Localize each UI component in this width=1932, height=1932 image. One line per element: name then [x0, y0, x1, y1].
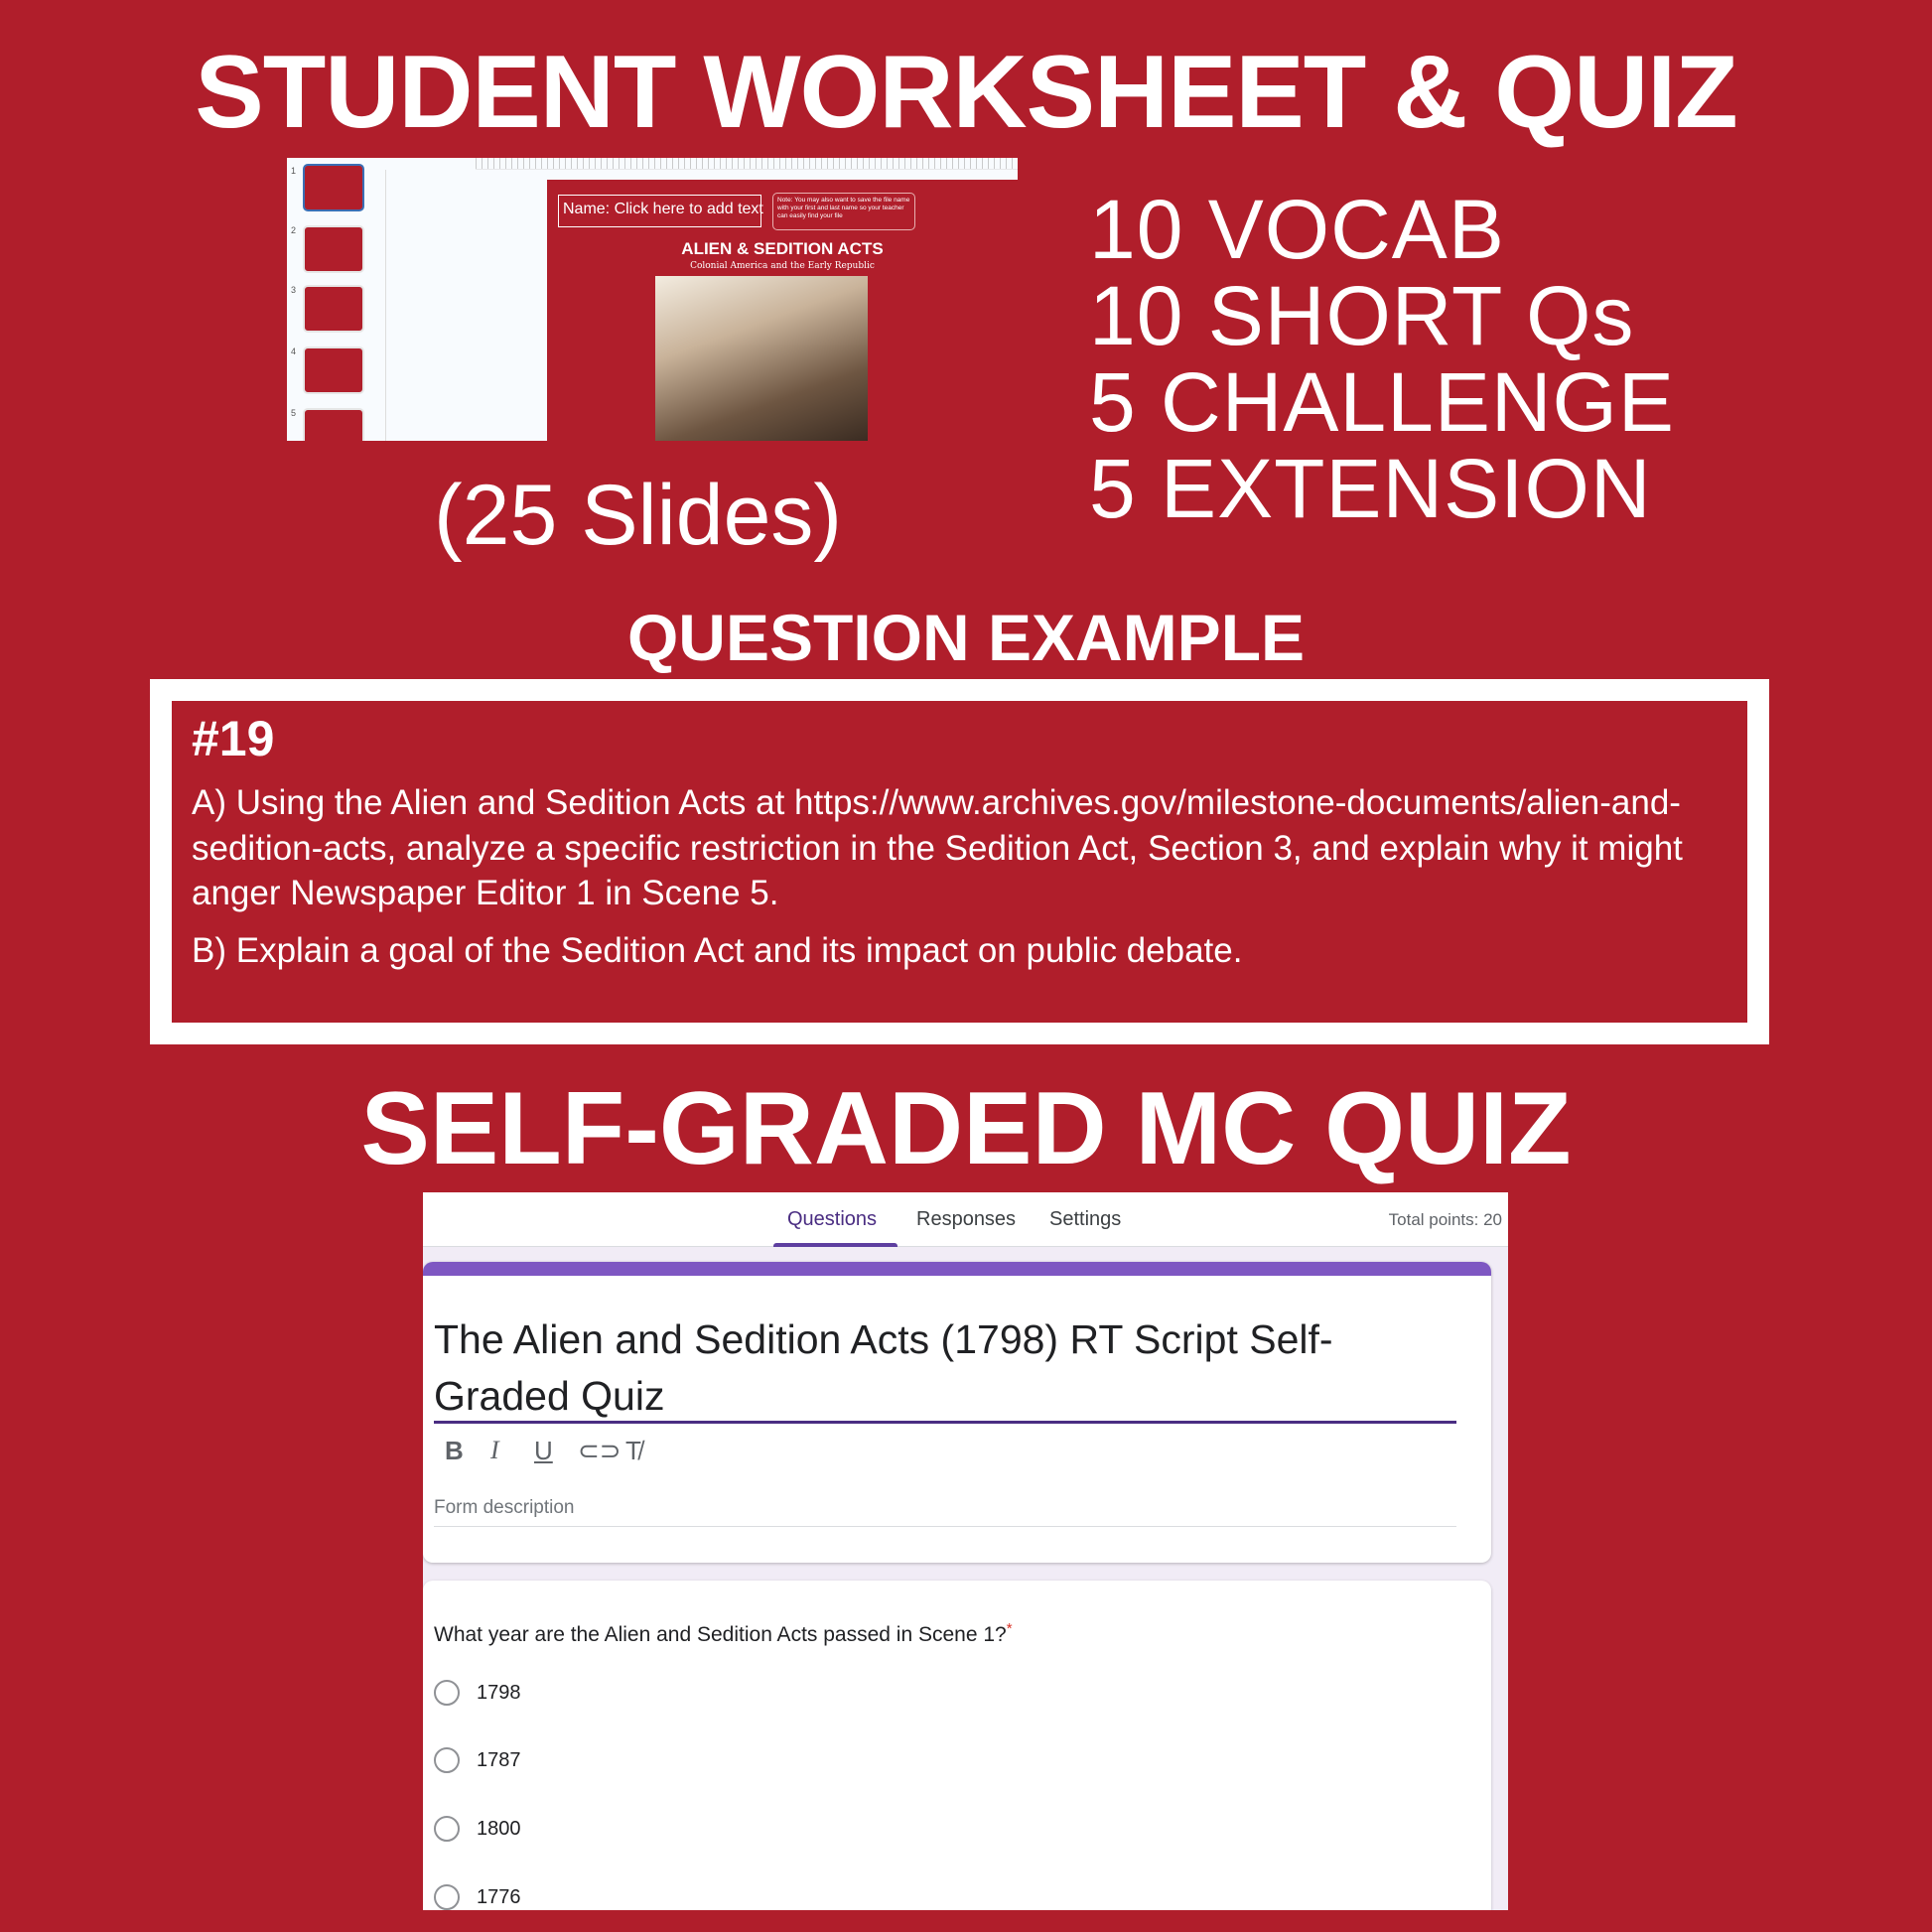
- page-title: STUDENT WORKSHEET & QUIZ: [195, 35, 1737, 150]
- option-label: 1787: [477, 1748, 521, 1771]
- radio-icon[interactable]: [434, 1884, 460, 1910]
- tab-bar: [423, 1192, 1508, 1247]
- bold-icon[interactable]: B: [445, 1436, 464, 1465]
- option-label: 1798: [477, 1681, 521, 1704]
- tab-questions[interactable]: Questions: [787, 1208, 878, 1230]
- name-textbox[interactable]: Name: Click here to add text: [558, 195, 761, 227]
- question-number: #19: [192, 711, 275, 766]
- slide-title: ALIEN & SEDITION ACTS: [681, 239, 884, 258]
- radio-icon[interactable]: [434, 1816, 460, 1842]
- section-heading: QUESTION EXAMPLE: [626, 601, 1306, 674]
- feature-list: [1089, 183, 1675, 535]
- required-mark: *: [1006, 1620, 1013, 1637]
- italic-icon[interactable]: I: [490, 1436, 499, 1464]
- note-textbox: Note: You may also want to save the file name with your first and last name so your teacher can easily find your file: [772, 193, 915, 230]
- option-label: 1800: [477, 1817, 521, 1840]
- form-title-input[interactable]: The Alien and Sedition Acts (1798) RT Script Self-Graded Quiz: [434, 1316, 1333, 1419]
- active-tab-indicator: [773, 1243, 897, 1247]
- tab-responses[interactable]: Responses: [916, 1208, 1017, 1230]
- option-1787[interactable]: [434, 1747, 521, 1773]
- slide-canvas: [547, 180, 1018, 441]
- slide-thumbnail[interactable]: [303, 225, 364, 273]
- question-part-a: A) Using the Alien and Sedition Acts at https://www.archives.gov/milestone-documents/alien-and-sedition-acts, analyze a specific restriction in the Sedition Act, Section 3, and explain why it might anger Newspaper Editor 1 in Scene 5.: [192, 783, 1683, 912]
- thumb-number: 2: [291, 225, 297, 235]
- option-1776[interactable]: [434, 1884, 521, 1910]
- question-card: [423, 1581, 1491, 1910]
- option-label: 1776: [477, 1885, 521, 1908]
- thumb-number: 5: [291, 408, 297, 418]
- total-points: Total points: 20: [1388, 1210, 1502, 1229]
- tab-settings[interactable]: Settings: [1049, 1208, 1122, 1230]
- slide-thumbnail[interactable]: [303, 164, 364, 211]
- title-underline: [434, 1421, 1456, 1424]
- slides-screenshot: [287, 158, 1018, 441]
- slide-thumbnail[interactable]: [303, 408, 364, 441]
- clear-format-icon[interactable]: T̸: [625, 1436, 641, 1465]
- section-heading: SELF-GRADED MC QUIZ: [360, 1071, 1572, 1186]
- form-header-card: [423, 1262, 1491, 1563]
- radio-icon[interactable]: [434, 1680, 460, 1706]
- question-part-b: B) Explain a goal of the Sedition Act and its impact on public debate.: [192, 930, 1243, 970]
- form-description-input[interactable]: Form description: [434, 1497, 575, 1518]
- underline-icon[interactable]: U: [534, 1436, 553, 1465]
- radio-icon[interactable]: [434, 1747, 460, 1773]
- vertical-ruler: [378, 170, 386, 441]
- slide-count: (25 Slides): [434, 468, 843, 563]
- feature-item: 10 VOCAB: [1089, 183, 1505, 276]
- accent-bar: [423, 1262, 1491, 1276]
- ruler: [476, 158, 1018, 170]
- option-1800[interactable]: [434, 1816, 521, 1842]
- thumb-number: 3: [291, 285, 297, 295]
- illustration-image: [655, 276, 868, 441]
- thumb-number: 4: [291, 346, 297, 356]
- thumb-number: 1: [291, 166, 297, 176]
- description-underline: [434, 1526, 1456, 1527]
- option-1798[interactable]: [434, 1680, 521, 1706]
- google-form-screenshot: [423, 1192, 1508, 1910]
- slide-subtitle: Colonial America and the Early Republic: [690, 261, 875, 271]
- slide-thumbnail[interactable]: [303, 285, 364, 333]
- link-icon[interactable]: ⊂⊃: [578, 1436, 621, 1465]
- question-label: What year are the Alien and Sedition Acts passed in Scene 1?: [434, 1623, 1007, 1646]
- slide-thumbnail[interactable]: [303, 346, 364, 394]
- feature-item: 5 CHALLENGE: [1089, 355, 1675, 449]
- question-example-box: [150, 679, 1769, 1044]
- feature-item: 5 EXTENSION: [1089, 442, 1652, 535]
- question-text: [434, 1620, 1013, 1647]
- feature-item: 10 SHORT Qs: [1089, 269, 1635, 362]
